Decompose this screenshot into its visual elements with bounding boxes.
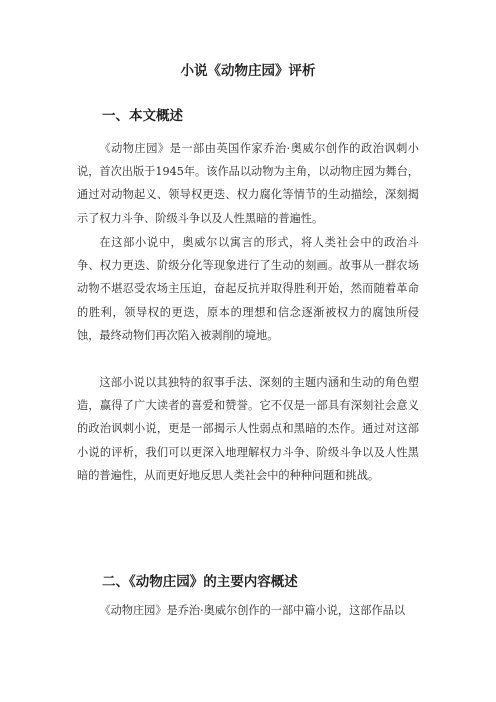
document-title: 小说《动物庄园》评析 [180,63,316,79]
paragraph-overview-3: 这部小说以其独特的叙事手法、深刻的主题内涵和生动的角色塑造，赢得了广大读者的喜爱和赞誉。它不仅是一部具有深刻社会意义的政治讽刺小说，更是一部揭示人性弱点和黑暗的杰作。通过对这部小说的评析，我们可以更深入地理解权力斗争、阶级斗争以及人性黑暗的普遍性，从而更好地反思人类社会中的种种问题和挑战。 [77,376,419,482]
paragraph-overview-1: 《动物庄园》是一部由英国作家乔治·奥威尔创作的政治讽刺小说，首次出版于1945年。该作品以动物为主角，以动物庄园为舞台，通过对动物起义、领导权更迭、权力腐化等情节的生动描绘，深刻揭示了权力斗争、阶级斗争以及人性黑暗的普遍性。 [77,142,419,225]
paragraph-summary-1: 《动物庄园》是乔治·奥威尔创作的一部中篇小说，这部作品以 [99,604,406,617]
paragraph-overview-2: 在这部小说中，奥威尔以寓言的形式，将人类社会中的政治斗争、权力更迭、阶级分化等现象进行了生动的刻画。故事从一群农场动物不堪忍受农场主压迫，奋起反抗并取得胜利开始，然而随着革命的胜利，领导权的更迭，原本的理想和信念逐渐被权力的腐蚀所侵蚀，最终动物们再次陷入被剥削的境地。 [77,236,419,342]
section-heading-summary: 二、《动物庄园》的主要内容概述 [102,574,298,590]
section-heading-overview: 一、本文概述 [102,108,183,124]
